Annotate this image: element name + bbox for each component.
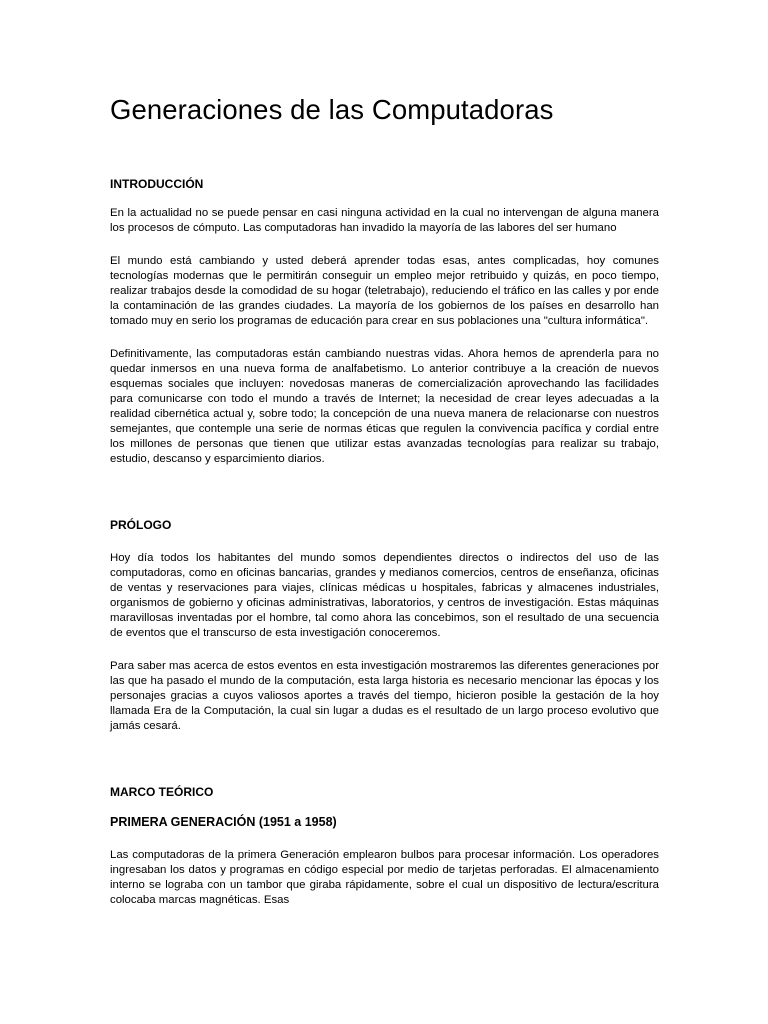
paragraph: Para saber mas acerca de estos eventos en esta investigación mostraremos las diferentes generaciones por las que ha pasado el mundo de la computación, esta larga historia es necesario mencionar las épocas y los personajes gracias a cuyos valiosos aportes a través del tiempo, hicieron posible la gestación de la hoy llamada Era de la Computación, la cual sin lugar a dudas es el resultado de un largo proceso evolutivo que jamás cesará. bbox=[110, 660, 659, 732]
section-heading-marco-teorico: MARCO TEÓRICO bbox=[110, 785, 214, 799]
paragraph: Definitivamente, las computadoras están cambiando nuestras vidas. Ahora hemos de aprenderla para no quedar inmersos en una nueva forma de analfabetismo. Lo anterior contribuye a la creación de nuevos esquemas sociales que incluyen: novedosas maneras de comercialización aprovechando las facilidades para comunicarse con todo el mundo a través de Internet; la necesidad de crear leyes adecuadas a la realidad cibernética actual y, sobre todo; la concepción de una nueva manera de relacionarse con nuestros semejantes, que contemple una serie de normas éticas que regulen la convivencia pacífica y cordial entre los millones de personas que tienen que utilizar estas avanzadas tecnologías para realizar su trabajo, estudio, descanso y esparcimiento diarios. bbox=[110, 348, 659, 465]
section-heading-introduccion: INTRODUCCIÓN bbox=[110, 177, 204, 191]
paragraph: En la actualidad no se puede pensar en casi ninguna actividad en la cual no intervengan de alguna manera los procesos de cómputo. Las computadoras han invadido la mayoría de las labores del ser humano bbox=[110, 207, 659, 234]
paragraph: Hoy día todos los habitantes del mundo somos dependientes directos o indirectos del uso de las computadoras, como en oficinas bancarias, grandes y medianos comercios, centros de enseñanza, oficinas de ventas y reservaciones para viajes, clínicas médicas u hospitales, fabricas y almacenes industriales, organismos de gobierno y oficinas administrativas, laboratorios, y centros de investigación. Estas máquinas maravillosas inventadas por el hombre, tal como ahora las concebimos, son el resultado de una secuencia de eventos que el transcurso de esta investigación conoceremos. bbox=[110, 552, 659, 639]
paragraph: El mundo está cambiando y usted deberá aprender todas esas, antes complicadas, hoy comunes tecnologías modernas que le permitirán conseguir un empleo mejor retribuido y quizás, en poco tiempo, realizar trabajos desde la comodidad de su hogar (teletrabajo), reduciendo el tráfico en las calles y por ende la contaminación de las grandes ciudades. La mayoría de los gobiernos de los países en desarrollo han tomado muy en serio los programas de educación para crear en sus poblaciones una "cultura informática". bbox=[110, 255, 659, 327]
document-body bbox=[110, 90, 659, 908]
paragraph: Las computadoras de la primera Generación emplearon bulbos para procesar información. Los operadores ingresaban los datos y programas en código especial por medio de tarjetas perforadas. El almacenamiento interno se lograba con un tambor que giraba rápidamente, sobre el cual un dispositivo de lectura/escritura colocaba marcas magnéticas. Esas bbox=[110, 849, 659, 906]
subsection-heading-primera-generacion: PRIMERA GENERACIÓN (1951 a 1958) bbox=[110, 815, 337, 829]
section-heading-prologo: PRÓLOGO bbox=[110, 518, 172, 532]
document-title: Generaciones de las Computadoras bbox=[110, 94, 554, 125]
